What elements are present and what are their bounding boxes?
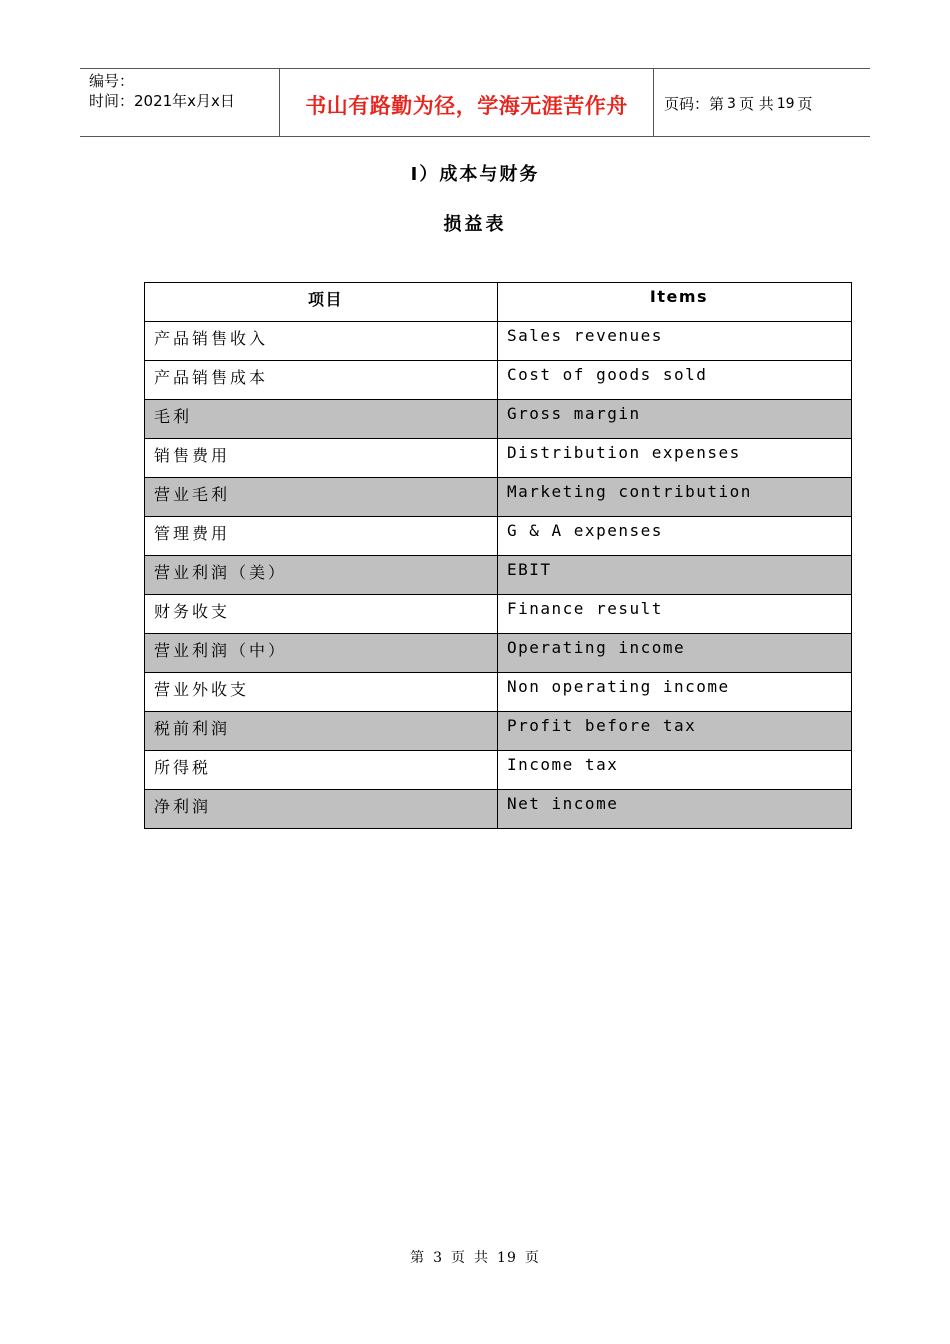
section-title: I）成本与财务 [410, 164, 540, 185]
item-chinese: 营业利润（中） [145, 634, 498, 673]
item-chinese: 营业外收支 [145, 673, 498, 712]
table-row [145, 400, 852, 439]
header-meta [80, 69, 280, 136]
item-english: Profit before tax [498, 712, 852, 751]
table-row [145, 595, 852, 634]
page-footer [0, 1247, 950, 1267]
table-row [145, 556, 852, 595]
table-row [145, 712, 852, 751]
footer-mid1: 页 [451, 1250, 467, 1266]
footer-prefix: 第 [410, 1250, 426, 1266]
footer-mid2: 共 [474, 1250, 490, 1266]
item-english: Income tax [498, 751, 852, 790]
item-english: Cost of goods sold [498, 361, 852, 400]
header-page-number [654, 69, 870, 136]
header-motto: 书山有路勤为径，学海无涯苦作舟 [280, 69, 654, 136]
income-statement-table [144, 282, 852, 829]
item-chinese: 营业毛利 [145, 478, 498, 517]
table-header-row [145, 283, 852, 322]
item-chinese: 税前利润 [145, 712, 498, 751]
table-row [145, 790, 852, 829]
column-header-en: Items [498, 283, 852, 322]
table-body [145, 322, 852, 829]
item-english: Operating income [498, 634, 852, 673]
page-header [80, 68, 870, 137]
footer-current: 3 [433, 1250, 444, 1266]
footer-total: 19 [497, 1250, 517, 1266]
document-number-label: 编号： [89, 72, 135, 90]
item-english: Net income [498, 790, 852, 829]
table-row [145, 517, 852, 556]
page-total: 19 [776, 95, 795, 112]
page-suffix: 页 [797, 95, 813, 113]
item-chinese: 产品销售收入 [145, 322, 498, 361]
item-english: G & A expenses [498, 517, 852, 556]
item-chinese: 所得税 [145, 751, 498, 790]
table-row [145, 634, 852, 673]
item-english: Distribution expenses [498, 439, 852, 478]
page-prefix: 页码：第 [664, 95, 725, 113]
item-english: Non operating income [498, 673, 852, 712]
document-time-label: 时间：2021年x月x日 [89, 92, 235, 110]
table-row [145, 751, 852, 790]
footer-suffix: 页 [524, 1250, 540, 1266]
table-row [145, 478, 852, 517]
item-english: Gross margin [498, 400, 852, 439]
page-current: 3 [727, 95, 736, 112]
page-mid: 页 共 [738, 95, 774, 113]
item-chinese: 毛利 [145, 400, 498, 439]
item-chinese: 销售费用 [145, 439, 498, 478]
column-header-zh: 项目 [145, 283, 498, 322]
item-chinese: 净利润 [145, 790, 498, 829]
table-row [145, 439, 852, 478]
item-chinese: 财务收支 [145, 595, 498, 634]
item-chinese: 产品销售成本 [145, 361, 498, 400]
table-title: 损益表 [443, 214, 507, 235]
item-chinese: 管理费用 [145, 517, 498, 556]
table-row [145, 673, 852, 712]
table-row [145, 361, 852, 400]
table-row [145, 322, 852, 361]
item-chinese: 营业利润（美） [145, 556, 498, 595]
item-english: Finance result [498, 595, 852, 634]
item-english: Marketing contribution [498, 478, 852, 517]
item-english: EBIT [498, 556, 852, 595]
item-english: Sales revenues [498, 322, 852, 361]
